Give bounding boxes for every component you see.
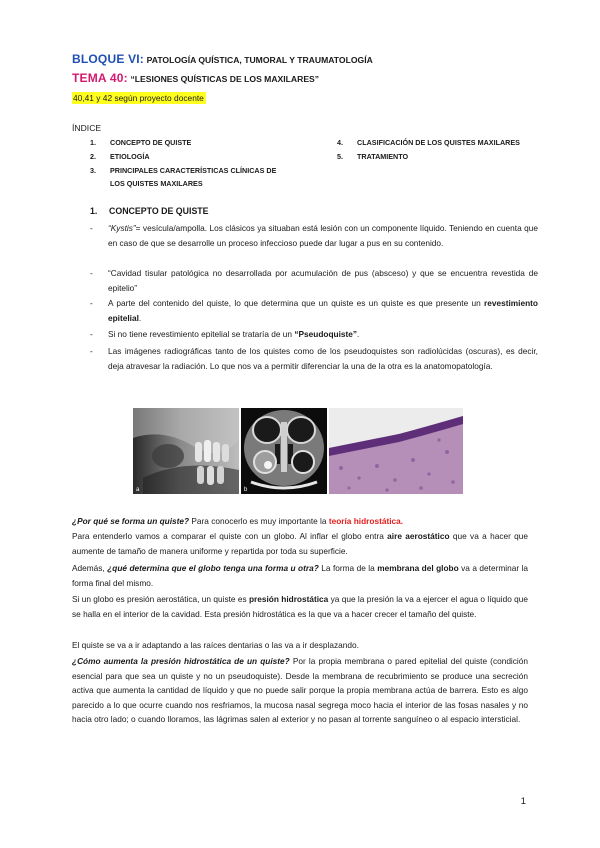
page-number: 1 bbox=[520, 796, 526, 807]
section-heading: 1. CONCEPTO DE QUISTE bbox=[90, 206, 209, 216]
paragraph: ¿Cómo aumenta la presión hidrostática de un quiste? Por la propia membrana o pared epitelial del quiste (condición esencial para que sea un quiste y no un pseudoquiste). Desde la membrana de recubrimiento se produce una secreción activa que aumenta la cantidad de líquido y que no puede salir porque la propia membrana actúa de barrera. Esto es algo parecido a lo que ocurre cuando nos resfriamos, la mucosa nasal segrega moco hacia el interior de las fosas nasales y no hacia otro lado; o cuando lloramos, las lágrimas salen al exterior y no pasan al torrente sanguíneo o al espacio intersticial. bbox=[72, 656, 528, 725]
paragraph: El quiste se va a ir adaptando a las raíces dentarias o las va a ir desplazando. bbox=[72, 640, 359, 650]
histology-image bbox=[329, 408, 463, 494]
ct-scan-image bbox=[241, 408, 327, 494]
ct-label: b bbox=[244, 487, 248, 493]
panoramic-xray-image bbox=[133, 408, 239, 494]
highlighted-note: 40,41 y 42 según proyecto docente bbox=[73, 93, 204, 103]
tema-key: TEMA 40: bbox=[72, 71, 128, 85]
tema-title: “LESIONES QUÍSTICAS DE LOS MAXILARES” bbox=[130, 74, 320, 84]
bloque-title: PATOLOGÍA QUÍSTICA, TUMORAL Y TRAUMATOLOGÍA bbox=[146, 55, 373, 65]
paragraph: Además, ¿qué determina que el globo tenga una forma u otra? La forma de la membrana del globo va a determinar la forma final del mismo. bbox=[72, 563, 528, 588]
bloque-key: BLOQUE VI: bbox=[72, 52, 145, 66]
bloque-heading bbox=[72, 52, 373, 68]
document-page: BLOQUE VI: PATOLOGÍA QUÍSTICA, TUMORAL Y TRAUMATOLOGÍA TEMA 40: “LESIONES QUÍSTICAS DE LOS MAXILARES” 40,41 y 42 según proyecto docente ÍNDICE 1. CONCEPTO DE QUISTE 2. ETIOLOGÍA 3. PRINCIPALES CARACTERÍSTICAS CLÍNICAS DE LOS QUISTES MAXILARES 4. CLASIFICACIÓN DE LOS QUISTES MAXILARES 5. TRATAMIENTO 1. CONCEPTO DE QUISTE - “Kystis”= vesícula/ampolla. Los clásicos ya situaban está lesión con un componente líquido. Teniendo en cuenta que en caso de que se desarrolle un proceso infeccioso puede dar lugar a pus en su contenido. - “Cavidad tisular patológica no desarrollada por acumulación de pus (absceso) y que se encuentra revestida de epitelio” - A parte del contenido del quiste, lo que determina que un quiste es un quiste es que presente un revestimiento epitelial. - Si no tiene revestimiento epitelial se trataría de un “Pseudoquiste”. - Las imágenes radiográficas tanto de los quistes como de los pseudoquistes son radiolúcidas (oscuras), es decir, deja atravesar la radiación. Lo que nos va a permitir diferenciar la una de la otra es la anatomopatología. a b ¿Por qué se forma un quiste? Para conocerlo es muy importante la teoría hidrostática. Para entenderlo vamos a comparar el quiste con un globo. Al inflar el globo entra aire aerostático que va a hacer que aumente de tamaño de manera uniforme y repartida por toda su superficie. Además, ¿qué determina que el globo tenga una forma u otra? La forma de la membrana del globo va a determinar la forma final del mismo. Si un globo es presión aerostática, un quiste es presión hidrostática ya que la presión la va a ejercer el agua o líquido que se halla en el interior de la cavidad. Esta presión hidrostática es la que va a hacer crecer el tamaño del quiste. El quiste se va a ir adaptando a las raíces dentarias o las va a ir desplazando. ¿Cómo aumenta la presión hidrostática de un quiste? Por la propia membrana o pared epitelial del quiste (condición esencial para que sea un quiste y no un pseudoquiste). Desde la membrana de recubrimiento se produce una secreción activa que aumenta la cantidad de líquido y que no puede salir porque la propia membrana actúa de barrera. Esto es algo parecido a lo que ocurre cuando nos resfriamos, la mucosa nasal segrega moco hacia el interior de las fosas nasales y no hacia otro lado; o cuando lloramos, las lágrimas salen al exterior y no pasan al torrente sanguíneo o al espacio intersticial. 1 bbox=[72, 52, 538, 807]
index-title: ÍNDICE bbox=[72, 123, 102, 133]
xray-label: a bbox=[136, 487, 140, 493]
tema-heading bbox=[72, 71, 319, 87]
paragraph: Si un globo es presión aerostática, un quiste es presión hidrostática ya que la presión la va a ejercer el agua o líquido que se halla en el interior de la cavidad. Esta presión hidrostática es la que va a hacer crecer el tamaño del quiste. bbox=[72, 594, 528, 619]
paragraph: ¿Por qué se forma un quiste? Para conocerlo es muy importante la teoría hidrostática. bbox=[72, 516, 404, 526]
paragraph: Para entenderlo vamos a comparar el quiste con un globo. Al inflar el globo entra aire aerostático que va a hacer que aumente de tamaño de manera uniforme y repartida por toda su superficie. bbox=[72, 531, 529, 556]
